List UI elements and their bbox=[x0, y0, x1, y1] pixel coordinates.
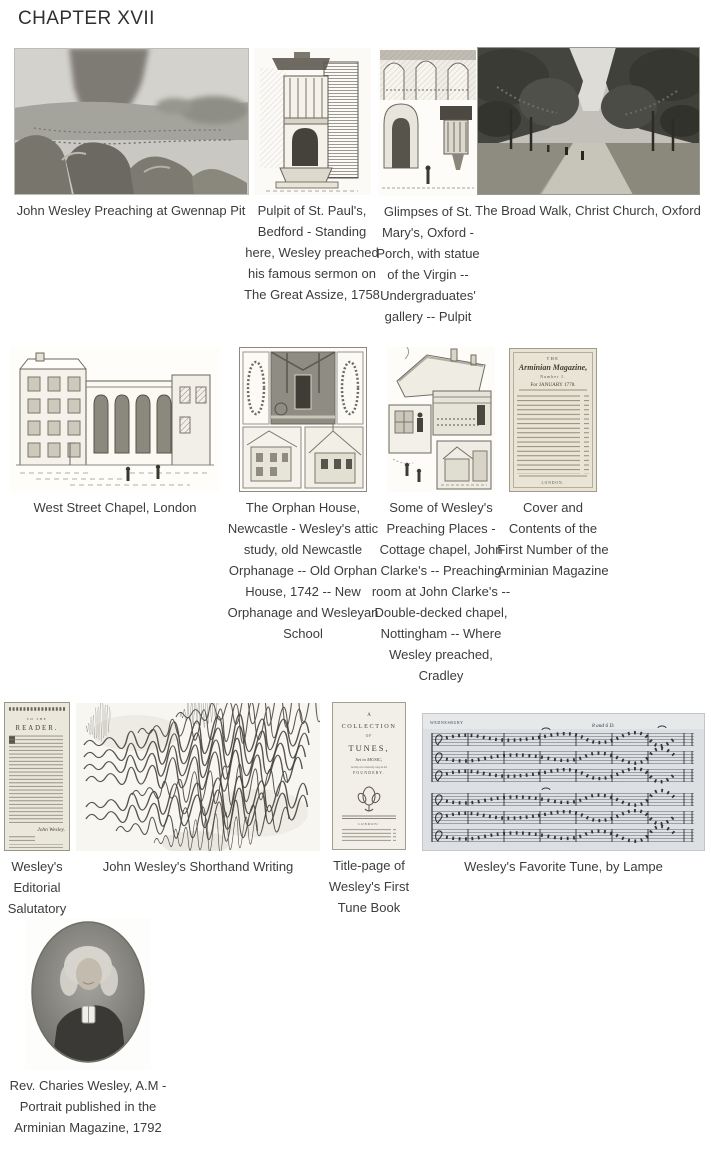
figure-cell bbox=[422, 713, 705, 877]
figure-cell bbox=[371, 347, 511, 686]
figure-cell bbox=[13, 48, 249, 221]
figure-cell bbox=[468, 47, 708, 221]
tunebook-sung-text: As they are commonly sung at the bbox=[350, 766, 388, 769]
figure-caption: Cover and Contents of the First Number of the Arminian Magazine bbox=[497, 500, 609, 578]
tunebook-tunes-text: TUNES, bbox=[348, 744, 390, 753]
figure-cell bbox=[218, 347, 388, 644]
salutatory-signature-text: John Wesley. bbox=[37, 827, 65, 833]
figure-caption: Wesley's Editorial Salutatory bbox=[7, 859, 67, 916]
magazine-date-text: For JANUARY 1778. bbox=[530, 382, 576, 388]
tunebook-foundery-text: FOUNDERY. bbox=[353, 771, 385, 775]
figure-cell bbox=[324, 702, 414, 918]
page-title: CHAPTER XVII bbox=[18, 8, 155, 29]
figure-caption: West Street Chapel, London bbox=[33, 500, 197, 515]
figure-cell bbox=[244, 48, 380, 305]
tune-annotation-text: 8 and 6 D. bbox=[592, 723, 615, 729]
figure-caption: The Orphan House, Newcastle - Wesley's attic study, old Newcastle Orphanage -- Old Orphan House, 1742 -- New Orphanage and Wesleyan School bbox=[227, 500, 379, 641]
figure-cell bbox=[9, 347, 221, 518]
magazine-the-text: THE bbox=[546, 356, 560, 361]
magazine-number-text: Number I. bbox=[540, 374, 566, 379]
charles-wesley-portrait-image bbox=[25, 918, 151, 1070]
figure-caption: Some of Wesley's Preaching Places - Cottage chapel, John Clarke's -- Preaching room at John Clarke's -- Double-decked chapel, Nottingham -- Where Wesley preached, Cradley bbox=[371, 500, 511, 683]
figure-cell bbox=[497, 348, 609, 581]
tune-label-text: WEDNESBURY bbox=[430, 720, 464, 725]
figure-caption: The Broad Walk, Christ Church, Oxford bbox=[475, 203, 701, 218]
st-pauls-pulpit-image bbox=[254, 48, 371, 195]
magazine-title-text: Arminian Magazine, bbox=[518, 363, 588, 372]
figure-caption: Pulpit of St. Paul's, Bedford - Standing here, Wesley preached his famous sermon on The Great Assize, 1758 bbox=[244, 203, 380, 302]
tunebook-london-text: LONDON: bbox=[358, 822, 380, 826]
salutatory-tothe-text: TO THE bbox=[26, 717, 48, 721]
preaching-places-image bbox=[387, 347, 495, 492]
tunebook-set-text: Set to MUSIC, bbox=[355, 757, 383, 762]
arminian-magazine-cover-image bbox=[509, 348, 597, 492]
gwennap-pit-image bbox=[14, 48, 249, 195]
editorial-salutatory-image bbox=[4, 702, 70, 851]
shorthand-writing-image bbox=[76, 703, 320, 851]
figure-cell bbox=[76, 703, 320, 877]
tunebook-a-text: A bbox=[367, 713, 371, 718]
tunebook-collection-text: COLLECTION bbox=[341, 723, 397, 730]
west-street-chapel-image bbox=[10, 347, 220, 492]
figure-cell bbox=[0, 702, 74, 919]
magazine-footer-text: LONDON. bbox=[541, 481, 565, 485]
orphan-house-image bbox=[239, 347, 367, 492]
st-marys-glimpses-image bbox=[378, 48, 478, 196]
salutatory-reader-text: READER. bbox=[15, 725, 59, 732]
figure-caption: John Wesley Preaching at Gwennap Pit bbox=[16, 203, 246, 218]
favorite-tune-score-image bbox=[422, 713, 705, 851]
tune-book-title-image bbox=[332, 702, 406, 850]
figure-caption: Glimpses of St. Mary's, Oxford - Porch, with statue of the Virgin -- Undergraduates' gallery -- Pulpit bbox=[376, 204, 480, 324]
broad-walk-image bbox=[477, 47, 700, 195]
tunebook-of-text: OF bbox=[365, 734, 373, 738]
figure-cell bbox=[8, 918, 168, 1138]
figure-caption: Title-page of Wesley's First Tune Book bbox=[328, 858, 410, 915]
figure-caption: Wesley's Favorite Tune, by Lampe bbox=[464, 859, 663, 874]
figure-caption: Rev. Charies Wesley, A.M - Portrait published in the Arminian Magazine, 1792 bbox=[9, 1078, 167, 1135]
figure-caption: John Wesley's Shorthand Writing bbox=[102, 859, 294, 874]
